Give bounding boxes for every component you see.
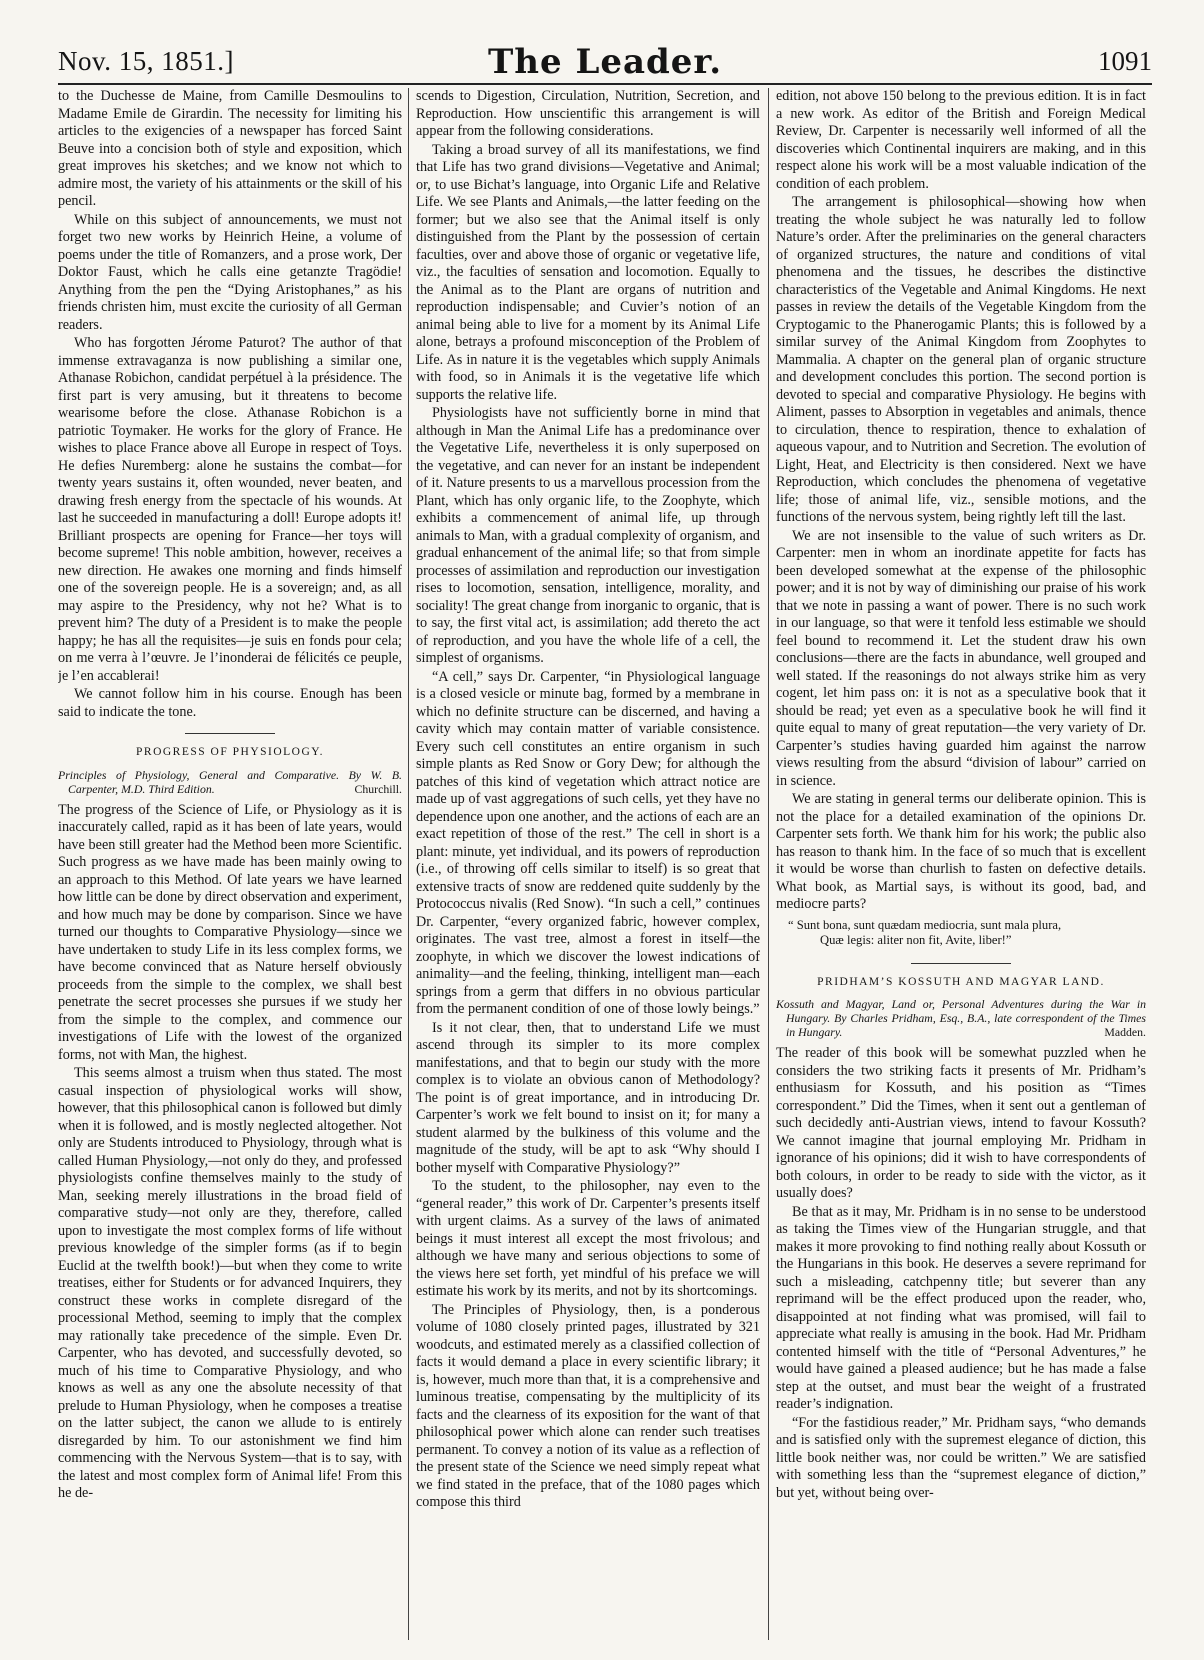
paragraph: We are stating in general terms our deliberate opinion. This is not the place for a detailed examination of the opinions Dr. Carpenter sets forth. We thank him for his work; the public also has reason to thank him. In the face of so much that is excellent it would be worse than churlish to fasten on defective details. What book, as Martial says, is without its good, bad, and mediocre parts? [776,791,1146,912]
column-rule-1 [408,88,409,1640]
column-3 [776,88,1146,1642]
paragraph: edition, not above 150 belong to the previous edition. It is in fact a new work. As editor of the British and Foreign Medical Review, Dr. Carpenter is necessarily well informed of all the discoveries which Continental inquirers are making, and in this respect alone his work will be a most valuable indication of the condition of each problem. [776,88,1146,192]
paragraph: Who has forgotten Jérome Paturot? The author of that immense extravaganza is now publishing a similar one, Athanase Robichon, candidat perpétuel à la présidence. The first part is very amusing, but it threatens to become wearisome before the close. Athanase Robichon is a patriotic Toymaker. He works for the glory of France. He wishes to place France above all Europe in respect of Toys. He defies Nuremberg: alone he sustains the combat—for twenty years sustains it, often wounded, never beaten, and drawing fresh energy from the spectacle of his wounds. At last he succeeded in manufacturing a doll! Europe adopts it! Brilliant prospects are opening for France—her toys will become supreme! This noble ambition, however, receives a new direction. He awakes one morning and finds himself one of the sovereign people. He is a sovereign; and, as all may aspire to the Presidency, why not he? What is to prevent him? The duty of a President is to make the people happy; he has all the requisites—je suis en fonds pour cela; on me verra à l’œuvre. Je l’inonderai de félicités ce peuple, je l’en accablerai! [58,335,402,684]
book-citation [776,997,1146,1039]
column-1 [58,88,402,1642]
citation-publisher: Madden. [1104,1025,1146,1039]
header-rule [58,83,1152,85]
column-rule-2 [768,88,769,1640]
paragraph: Physiologists have not sufficiently borne in mind that although in Man the Animal Life has a predominance over the Vegetative Life, nevertheless it is only superposed on the vegetative, and can never for an instant be independent of it. Nature presents to us a marvellous procession from the Plant, which has only organic life, to the Zoophyte, which exhibits a commencement of animal life, up through animals to Man, with a gradual complexity of organism, and gradual enhancement of the animal life; so that from simple processes of assimilation and reproduction our investigation rises to locomotion, sensation, intelligence, morality, and sociality! The great change from inorganic to organic, that is to say, the first vital act, is assimilation; add thereto the act of reproduction, and you have the whole life of a cell, the simplest of organisms. [416,405,760,666]
verse-line: “ Sunt bona, sunt quædam mediocria, sunt mala plura, [788,917,1062,932]
book-citation [58,768,402,796]
paragraph: This seems almost a truism when thus stated. The most casual inspection of physiological works will show, however, that this philosophical canon is followed but dimly when it is followed, and is mostly neglected altogether. Not only are Students introduced to Physiology, through what is called Human Physiology,—not only do they, and professed physiologists confine themselves mainly to the study of Man, seeking merely illustrations in the broad field of comparative study—not only are they, therefore, called upon to investigate the most complex forms of life without previous knowledge of the simpler forms (as if to begin Euclid at the twelfth book!)—but when they come to write treatises, either for Students or for advanced Inquirers, they construct these works in complete disregard of the processional Method, seeming to imply that the complex may rationally take precedence of the simple. Even Dr. Carpenter, who has devoted, and successfully devoted, so much of his time to Comparative Physiology, and who knows as well as any one the absolute necessity of that prelude to Human Physiology, when he composes a treatise on the latter subject, the canon we allude to is entirely disregarded by him. To our astonishment we find him commencing with the Nervous System—that is to say, with the latest and most complex form of Animal life! From this he de- [58,1065,402,1501]
paragraph: We are not insensible to the value of such writers as Dr. Carpenter: men in whom an inordinate appetite for facts has been developed somewhat at the expense of the philosophic power; and it is not by way of diminishing our praise of his work that we note in passing a want of power. There is no such work in our language, so that were it tenfold less estimable we should feel bound to recommend it. Let the student draw his own conclusions—there are the facts in abundance, well grouped and well stated. If the reasonings do not always strike him as very cogent, let him pass on: it is not as a speculative book that it should be read; yet even as a speculative book he will find it quite equal to many of great reputation—the very variety of Dr. Carpenter’s studies having guarded him against the narrow views resulting from the absurd “division of labour” carried on in science. [776,527,1146,789]
paragraph: Is it not clear, then, that to understand Life we must ascend through its simpler to its more complex manifestations, and that to begin our study with the more complex is to violate an obvious canon of Methodology? The point is of great importance, and in introducing Dr. Carpenter’s work we felt bound to insist on it; for many a student alarmed by the bulkiness of this volume and the magnitude of the study, will be apt to ask “Why should I bother myself with Comparative Physiology?” [416,1019,760,1176]
section-heading: PRIDHAM’S KOSSUTH AND MAGYAR LAND. [817,975,1105,988]
paragraph: The Principles of Physiology, then, is a ponderous volume of 1080 closely printed pages, illustrated by 321 woodcuts, and estimated merely as a classified collection of facts it would demand a place in every scientific library; it is, however, much more than that, it is a comprehensive and luminous treatise, compensating by the multiplicity of its facts and the clearness of its exposition for the want of that philosophical power which alone can render such treatises permanent. To convey a notion of its value as a reflection of the present state of the Science we need simply repeat what we find stated in the preface, that of the 1080 pages which compose this third [416,1301,760,1510]
citation-text: Principles of Physiology, General and Comparative. By W. B. Carpenter, M.D. Third Edition. [58,767,402,796]
page-number: 1091 [1098,46,1152,76]
section-divider [185,733,275,734]
paragraph: Be that as it may, Mr. Pridham is in no sense to be understood as taking the Times view of the Hungarian struggle, and that makes it more provoking to find nothing really about Kossuth or the Hungarians in this book. He deserves a severe reprimand for such a misleading, catchpenny title; but severer than any reprimand will be the effect produced upon the reader, who, disappointed at not finding what was promised, will fail to appreciate what really is amusing in the book. Had Mr. Pridham contented himself with the title of “Personal Adventures,” he would have gained a pleased audience; but he has made a false step at the outset, and must bear the weight of a frustrated reader’s indignation. [776,1203,1146,1412]
latin-quotation [776,918,1146,949]
paragraph: The reader of this book will be somewhat puzzled when he considers the two striking facts it presents of Mr. Pridham’s enthusiasm for Kossuth, and his position as “Times correspondent.” Did the Times, when it sent out a gentleman of such decidedly anti-Austrian views, intend to favour Kossuth? We cannot imagine that journal employing Mr. Pridham in ignorance of his opinions; did it wish to have correspondents of both colours, in order to be ready to side with the victor, as it usually does? [776,1045,1146,1201]
paragraph: We cannot follow him in his course. Enough has been said to indicate the tone. [58,686,402,720]
section-heading: PROGRESS OF PHYSIOLOGY. [136,746,324,758]
masthead [58,44,1152,84]
citation-text: Kossuth and Magyar, Land or, Personal Adventures during the War in Hungary. By Charles Pridham, Esq., B.A., late correspondent of the Times in Hungary. [776,997,1146,1039]
paragraph: The progress of the Science of Life, or Physiology as it is inaccurately called, rapid as it has been of late years, would have been still greater had the Method been more Scientific. Such progress as we have made has been mainly owing to an approach to this Method. Of late years we have learned how little can be done by direct observation and experiment, and how much may be done by comparison. Since we have turned our thoughts to Comparative Physiology—since we have undertaken to study Life in its less complex forms, we have become convinced that as Nature herself obviously proceeds from the simple to the complex, we shall best penetrate the secret processes she pursues if we study her from the simple to the complex, and commence our investigations of Life with the lowest of the organized forms, not with Man, the highest. [58,801,402,1063]
paragraph: scends to Digestion, Circulation, Nutrition, Secretion, and Reproduction. How unscientific this arrangement is will appear from the following considerations. [416,88,760,139]
column-2 [416,88,760,1642]
section-divider [911,963,1011,964]
issue-date: Nov. 15, 1851.] [58,46,234,76]
paragraph: Taking a broad survey of all its manifestations, we find that Life has two grand divisions—Vegetative and Animal; or, to use Bichat’s language, into Organic Life and Relative Life. We see Plants and Animals,—the latter feeding on the former; but we also see that the Animal itself is only distinguished from the Plant by the possession of certain faculties, over and above those of organic or vegetative life, viz., the faculties of sensation and locomotion. Equally to the Animal as to the Plant are organs of nutrition and reproduction indispensable; and Cuvier’s notion of an animal being able to live for a moment by its Animal Life alone, betrays a profound misconception of the Problem of Life. As in nature it is the vegetables which supply Animals with food, so in Animals it is the vegetative life which supports the relative life. [416,141,760,403]
paragraph: “For the fastidious reader,” Mr. Pridham says, “who demands and is satisfied only with the supremest elegance of diction, this little book neither was, nor could be written.” We are satisfied with something less than the “supremest elegance of diction,” but yet, without being over- [776,1414,1146,1501]
paragraph: to the Duchesse de Maine, from Camille Desmoulins to Madame Emile de Girardin. The necessity for limiting his articles to the exigencies of a newspaper has forced Saint Beuve into a concision both of style and exposition, which great improves his sketches; and we know not which to admire most, the variety of his attainments or the skill of his pencil. [58,88,402,209]
paragraph: To the student, to the philosopher, nay even to the “general reader,” this work of Dr. Carpenter’s presents itself with urgent claims. As a survey of the laws of animated beings it must interest all except the most frivolous; and although we have many and serious objections to some of the views here set forth, yet mindful of his preface we will estimate his work by its merits, and not by its shortcomings. [416,1178,760,1299]
paragraph: The arrangement is philosophical—showing how when treating the whole subject he was naturally led to follow Nature’s order. After the preliminaries on the general characters of organized structures, the nature and conditions of vital phenomena and the tissues, he describes the distinctive characteristics of the Vegetable and Animal Kingdoms. He next passes in review the details of the Vegetable Kingdom from the Cryptogamic to the Phanerogamic Plants; this is followed by a similar survey of the Animal Kingdom from Zoophytes to Mammalia. A chapter on the general plan of organic structure and development concludes this portion. The second portion is devoted to special and comparative Physiology. He begins with Aliment, passes to Absorption in vegetables and animals, thence to circulation, thence to respiration, thence to exhalation of aqueous vapour, and to Nutrition and Secretion. The evolution of Light, Heat, and Electricity is then considered. Next we have Reproduction, which concludes the phenomena of vegetative life; those of animal life, viz., sensible motions, and the functions of the nervous system, being rightly left till the last. [776,194,1146,525]
verse-line: Quæ legis: aliter non fit, Avite, liber!” [820,933,1012,947]
newspaper-title: The Leader. [487,42,723,82]
citation-publisher: Churchill. [354,781,402,796]
paragraph: While on this subject of announcements, we must not forget two new works by Heinrich Heine, a volume of poems under the title of Romanzers, and a prose work, Der Doktor Faust, which he calls eine getanzte Tragödie! Anything from the pen the “Dying Aristophanes,” as his friends christen him, must excite the curiosity of all German readers. [58,211,402,333]
paragraph: “A cell,” says Dr. Carpenter, “in Physiological language is a closed vesicle or minute bag, formed by a membrane in which no definite structure can be discerned, and having a cavity which may contain matter of variable consistence. Every such cell constitutes an entire organism in such simple plants as Red Snow or Gory Dew; for although the patches of this kind of vegetation which attract notice are made up of vast aggregations of such cells, yet they have no dependence upon one another, and the actions of each are an exact repetition of those of the rest.” The cell in short is a plant: minute, yet individual, and its powers of reproduction (i.e., of throwing off cells similar to itself) is so great that extensive tracts of snow are reddened quite suddenly by the Protococcus nivalis (Red Snow). “In such a cell,” continues Dr. Carpenter, “every organized fabric, however complex, originates. The vast tree, almost a forest in itself—the zoophyte, in which we discover the lowest indications of animality—and the feeling, thinking, intelligent man—each springs from a germ that differs in no obvious particular from the permanent condition of one of those lowly beings.” [416,668,760,1017]
